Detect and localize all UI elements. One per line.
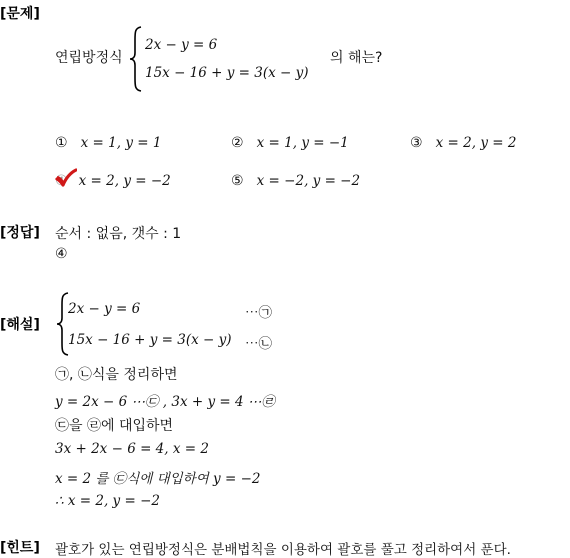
choice-text: x = −2, y = −2 [256, 173, 361, 189]
solution-label: [해설] [0, 317, 40, 333]
solution-eq2: 15x − 16 + y = 3(x − y) [68, 332, 232, 348]
choice-2[interactable] [231, 132, 349, 151]
problem-brace [129, 26, 143, 92]
solution-step-3: ㉢을 ㉣에 대입하면 [55, 418, 174, 434]
solution-step-2: y = 2x − 6 ⋯㉢ , 3x + y = 4 ⋯㉣ [55, 394, 275, 410]
problem-suffix: 의 해는? [330, 50, 383, 66]
choice-1[interactable] [55, 132, 161, 151]
hint-text: 괄호가 있는 연립방정식은 분배법칙을 이용하여 괄호를 풀고 정리하여서 푼다. [55, 542, 511, 558]
checkmark-icon [55, 168, 77, 188]
choice-3[interactable] [410, 132, 516, 151]
choice-4[interactable] [55, 170, 171, 189]
answer-label: [정답] [0, 225, 40, 241]
solution-step-6: ∴ x = 2, y = −2 [55, 493, 160, 509]
solution-step-5: x = 2 를 ㉢식에 대입하여 y = −2 [55, 471, 261, 487]
solution-step-1: ㉠, ㉡식을 정리하면 [55, 367, 178, 383]
choice-text: x = 2, y = −2 [78, 173, 171, 189]
solution-eq1-mark: ⋯㉠ [245, 305, 272, 321]
hint-label: [힌트] [0, 540, 40, 556]
problem-eq1: 2x − y = 6 [145, 37, 218, 53]
choice-number: ② [231, 135, 244, 151]
answer-line-2: ④ [55, 246, 68, 262]
solution-step-4: 3x + 2x − 6 = 4, x = 2 [55, 441, 209, 457]
choice-text: x = 1, y = −1 [256, 135, 349, 151]
solution-eq2-mark: ⋯㉡ [245, 336, 272, 352]
choice-number: ③ [410, 135, 423, 151]
choice-5[interactable] [231, 170, 360, 189]
answer-line-1: 순서 : 없음, 갯수 : 1 [55, 226, 182, 242]
problem-prefix: 연립방정식 [55, 50, 123, 66]
choice-text: x = 1, y = 1 [80, 135, 162, 151]
choice-text: x = 2, y = 2 [435, 135, 517, 151]
choice-number: ① [55, 135, 68, 151]
solution-eq1: 2x − y = 6 [68, 301, 141, 317]
choice-number: ④ [55, 173, 68, 189]
problem-eq2: 15x − 16 + y = 3(x − y) [145, 65, 309, 81]
problem-label: [문제] [0, 6, 40, 22]
choice-number: ⑤ [231, 173, 244, 189]
